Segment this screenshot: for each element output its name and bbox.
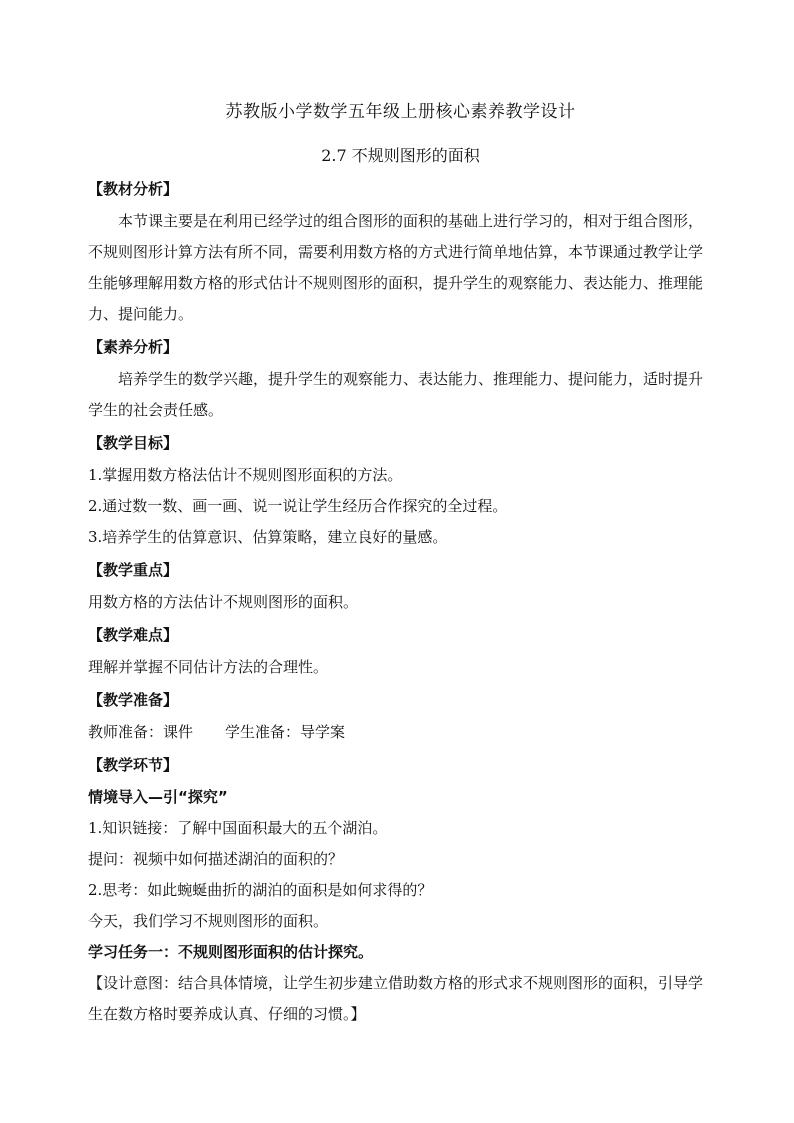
textbook-analysis-text: 本节课主要是在利用已经学过的组合图形的面积的基础上进行学习的，相对于组合图形，不规则图形计算方法有所不同，需要利用数方格的方式进行简单地估算，本节课通过教学让学生能够理解用数方格的形式估计不规则图形的面积，提升学生的观察能力、表达能力、推理能力、提问能力。: [88, 212, 704, 323]
section-heading-key-point: 【教学重点】: [88, 561, 179, 579]
objective-item: 2.通过数一数、画一画、说一说让学生经历合作探究的全过程。: [88, 497, 508, 515]
teacher-preparation: 教师准备：课件: [88, 723, 194, 741]
objective-item: 1.掌握用数方格法估计不规则图形面积的方法。: [88, 466, 403, 484]
section-heading-process: 【教学环节】: [88, 756, 179, 774]
process-line: 2.思考：如此蜿蜒曲折的湖泊的面积是如何求得的？: [88, 881, 433, 899]
process-line: 1.知识链接：了解中国面积最大的五个湖泊。: [88, 819, 388, 837]
section-heading-textbook-analysis: 【教材分析】: [88, 180, 179, 198]
document-title: 苏教版小学数学五年级上册核心素养教学设计: [225, 102, 576, 122]
key-point-text: 用数方格的方法估计不规则图形的面积。: [88, 593, 359, 611]
process-line: 今天，我们学习不规则图形的面积。: [88, 912, 329, 930]
intro-title: 情境导入—引“探究”: [88, 788, 228, 806]
task-title: 学习任务一：不规则图形面积的估计探究。: [88, 943, 374, 961]
student-preparation: 学生准备：导学案: [225, 723, 346, 741]
process-line: 提问：视频中如何描述湖泊的面积的？: [88, 850, 344, 868]
design-intent-text: 【设计意图：结合具体情境，让学生初步建立借助数方格的形式求不规则图形的面积，引导学生在数方格时要养成认真、仔细的习惯。】: [88, 974, 704, 1023]
section-heading-objectives: 【教学目标】: [88, 434, 179, 452]
document-page: [88, 100, 713, 1030]
literacy-analysis-text: 培养学生的数学兴趣，提升学生的观察能力、表达能力、推理能力、提问能力，适时提升学生的社会责任感。: [88, 370, 704, 419]
difficulty-text: 理解并掌握不同估计方法的合理性。: [88, 658, 329, 676]
lesson-title: 2.7 不规则图形的面积: [321, 146, 480, 165]
section-heading-literacy-analysis: 【素养分析】: [88, 338, 179, 356]
preparation-line: [88, 717, 713, 748]
section-heading-difficulty: 【教学难点】: [88, 626, 179, 644]
section-heading-preparation: 【教学准备】: [88, 691, 179, 709]
objective-item: 3.培养学生的估算意识、估算策略，建立良好的量感。: [88, 528, 448, 546]
